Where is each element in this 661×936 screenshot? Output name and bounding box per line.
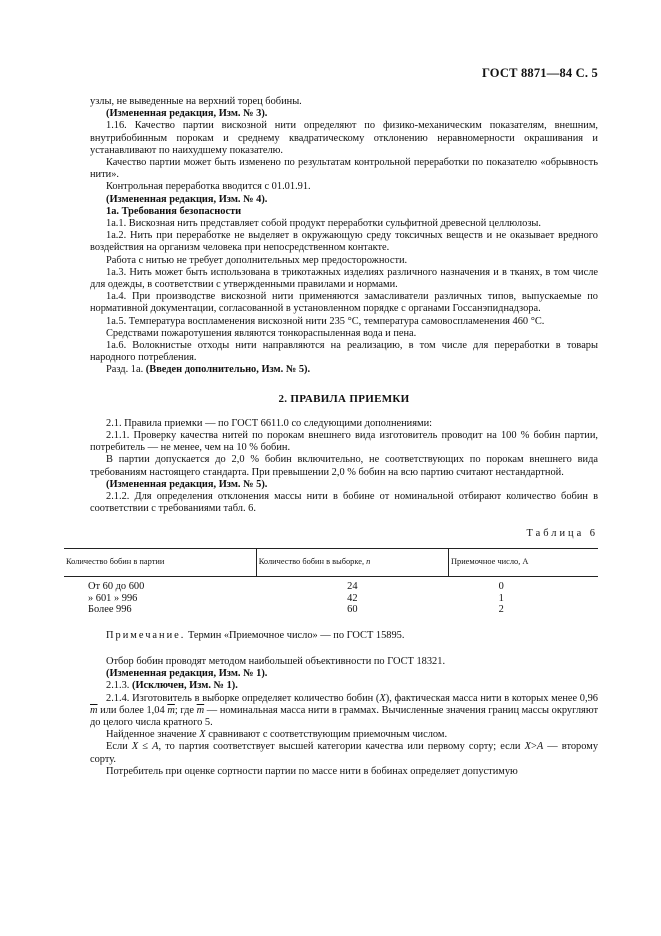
if-gt: > [530,741,537,753]
p213-num: 2.1.3. [106,680,132,692]
table-cell: 2 [498,604,504,616]
table-caption: Таблица 6 [526,527,598,539]
table-6 [64,548,598,616]
p214-a: 2.1.4. Изготовитель в выборке определяет количество бобин ( [106,692,380,704]
paragraph: 1а.3. Нить может быть использована в трикотажных изделиях различного назначения и в тканях, в том числе для одежды, в соответствии с утвержденными правилами и нормами. [90,266,598,291]
col-header-sample-text: Количество бобин в выборке, [258,556,367,566]
table-cell: » 601 » 996 [88,592,138,604]
if-c: — второму сорту. [90,741,599,765]
paragraph: Контрольная переработка вводится с 01.01.91. [106,181,311,193]
paragraph: 1а.5. Температура воспламенения вискозной нити 235 °С, температура самовоспламенения 460 °С. [106,315,545,327]
table-note [90,630,598,642]
paragraph-found-value [90,729,598,741]
p214-m1: $\overline{m}$ [90,704,98,716]
paragraph: 1а.1. Вискозная нить представляет собой продукт переработки сульфитной древесной целлюлозы. [106,218,541,230]
razd-bold: (Введен дополнительно, Изм. № 5). [145,364,311,376]
note-label: Примечание. [106,629,186,641]
document-body [66,96,599,778]
if-x1: X [131,741,139,753]
paragraph: (Измененная редакция, Изм. № 5). [106,478,268,490]
if-a2: A [536,741,544,753]
paragraph: 2.1. Правила приемки — по ГОСТ 6611.0 со следующими дополнениями: [106,417,433,429]
table-row [64,604,598,616]
paragraph: узлы, не выведенные на верхний торец бобины. [90,96,302,107]
paragraph-last: Потребитель при оценке сортности партии по массе нити в бобинах определяет допустимую [106,765,518,777]
found-a: Найденное значение [106,729,200,741]
block-2 [90,418,598,516]
col-header-sample-n: n [366,556,371,566]
if-a: Если [106,741,132,753]
block-1 [90,96,598,364]
p213-bold: (Исключен, Изм. № 1). [131,680,238,692]
paragraph: 2.1.2. Для определения отклонения массы нити в бобине от номинальной отбирают количество бобин в соответствии с требованиями табл. 6. [90,491,598,515]
note-text: Термин «Приемочное число» — по ГОСТ 15895. [185,629,405,641]
paragraph: (Измененная редакция, Изм. № 4). [106,193,268,205]
paragraph-sampling: Отбор бобин проводят методом наибольшей объективности по ГОСТ 18321. [106,655,446,667]
table-cell: 1 [498,592,504,604]
if-b: , то партия соответствует высшей категории качества или первому сорту; если [158,741,525,753]
if-a1: A [152,741,159,753]
p214-d: ; где [174,704,197,716]
paragraph: 1а.4. При производстве вискозной нити применяются замасливатели различных типов, выпускаемые по нормативной документации, согласованной в установленном порядке с органами Госсанэпиднадзора. [90,291,598,315]
paragraph-edition: (Измененная редакция, Изм. № 1). [106,668,268,680]
paragraph: Качество партии может быть изменено по результатам контрольной переработки по показателю «обрывность нити». [90,157,598,181]
if-x2: X [524,741,531,753]
table-row [64,576,598,592]
p214-m3: $\overline{m}$ [196,704,205,716]
p214-m2: $\overline{m}$ [167,704,175,716]
paragraph: 1.16. Качество партии вискозной нити определяют по физико-механическим показателям, внешним, внутрибобинным порокам и среднему квадратическому отклонению неравномерности окрашивания и устанавливают по наихудшему показателю. [90,120,598,156]
found-b: сравнивают с соответствующим приемочным числом. [205,729,448,741]
paragraph-if [90,741,598,765]
col-header-sample [256,548,448,576]
paragraph: (Измененная редакция, Изм. № 3). [106,108,268,120]
table-cell: 60 [347,604,358,616]
razd-prefix: Разд. 1а. [106,364,146,376]
if-le: ≤ [138,741,153,753]
paragraph-2-1-3 [90,680,598,692]
table-row [64,593,598,605]
table-cell: 24 [347,580,358,592]
p214-b: ), фактическая масса нити в которых менее 0,96 [385,692,598,704]
paragraph: 2.1.1. Проверку качества нитей по порокам внешнего вида изготовитель проводит на 100 % бобин партии, потребитель — не менее, чем на 10 % бобин. [90,430,598,454]
table-cell: 42 [347,592,358,604]
razd-note [90,364,598,376]
table-cell: От 60 до 600 [88,580,145,592]
p214-x: X [379,692,386,704]
col-header-batch: Количество бобин в партии [64,548,256,576]
paragraph: 1а.6. Волокнистые отходы нити направляются на реализацию, в том числе для переработки в товары народного потребления. [90,340,598,364]
paragraph: Работа с нитью не требует дополнительных мер предосторожности. [106,254,408,266]
paragraph: 1а.2. Нить при переработке не выделяет в окружающую среду токсичных веществ и не оказывает вредного воздействия на организм человека при непосредственном контакте. [90,230,598,254]
section-title: 2. ПРАВИЛА ПРИЕМКИ [278,392,410,405]
paragraph-2-1-4 [90,693,598,730]
paragraph: В партии допускается до 2,0 % бобин включительно, не соответствующих по порокам внешнего вида требованиям настоящего стандарта. При превышении 2,0 % бобин на всю партию считают нестандартной. [90,454,598,478]
paragraph: Средствами пожаротушения являются тонкораспыленная вода и пена. [106,327,417,339]
table-cell: 0 [498,580,504,592]
table-cell: Более 996 [88,604,132,616]
col-header-acceptance: Приемочное число, А [448,548,598,576]
p214-c: или более 1,04 [97,704,168,716]
p214-e: — номинальная масса нити в граммах. Вычисленные значения границ массы округляют до целого числа кратного 5. [90,704,598,728]
found-x: X [199,729,206,741]
page-header: ГОСТ 8871—84 С. 5 [481,66,598,80]
table-body [64,576,598,615]
paragraph: 1а. Требования безопасности [106,205,242,217]
